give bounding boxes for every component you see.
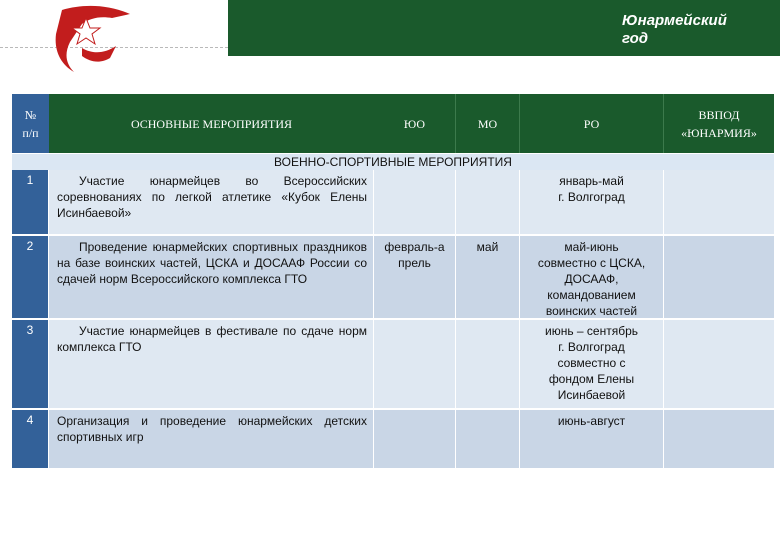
row-mo	[456, 320, 520, 408]
table-row	[12, 410, 774, 468]
banner-title: Юнармейский год	[622, 12, 727, 47]
row-desc-text: Организация и проведение юнармейских детских спортивных игр	[57, 414, 367, 444]
row-ro: январь-май г. Волгоград	[520, 170, 664, 234]
header-yuo: ЮО	[374, 94, 456, 153]
row-num: 3	[12, 320, 49, 408]
row-yuo	[374, 170, 456, 234]
row-vvpod	[664, 410, 774, 468]
row-ro: май-июнь совместно с ЦСКА, ДОСААФ, командованием воинских частей	[520, 236, 664, 318]
row-mo	[456, 410, 520, 468]
row-mo: май	[456, 236, 520, 318]
row-num: 2	[12, 236, 49, 318]
row-desc	[49, 410, 374, 468]
table-row	[12, 320, 774, 408]
table-header	[12, 94, 774, 153]
row-num: 4	[12, 410, 49, 468]
section-title: ВОЕННО-СПОРТИВНЫЕ МЕРОПРИЯТИЯ	[12, 154, 774, 170]
row-yuo: февраль-а прель	[374, 236, 456, 318]
table-row	[12, 170, 774, 234]
row-yuo	[374, 410, 456, 468]
row-ro: июнь – сентябрь г. Волгоград совместно с фондом Елены Исинбаевой	[520, 320, 664, 408]
row-desc-text: Участие юнармейцев во Всероссийских соревнованиях по легкой атлетике «Кубок Елены Исинбаевой»	[57, 174, 367, 220]
row-desc-text: Участие юнармейцев в фестивале по сдаче норм комплекса ГТО	[57, 324, 367, 354]
row-desc	[49, 320, 374, 408]
header-ro: РО	[520, 94, 664, 153]
row-num: 1	[12, 170, 49, 234]
yunarmia-logo-icon	[52, 2, 134, 74]
row-vvpod	[664, 236, 774, 318]
row-desc	[49, 236, 374, 318]
row-desc-text: Проведение юнармейских спортивных праздников на базе воинских частей, ЦСКА и ДОСААФ России со сдачей норм Всероссийского комплекса ГТО	[57, 240, 367, 286]
row-vvpod	[664, 170, 774, 234]
header-num: № п/п	[12, 94, 49, 153]
row-mo	[456, 170, 520, 234]
row-ro: июнь-август	[520, 410, 664, 468]
header-events: ОСНОВНЫЕ МЕРОПРИЯТИЯ	[130, 116, 293, 131]
header-mo: МО	[456, 94, 520, 153]
header-vvpod: ВВПОД «ЮНАРМИЯ»	[681, 107, 757, 140]
table-row	[12, 236, 774, 318]
row-desc	[49, 170, 374, 234]
row-vvpod	[664, 320, 774, 408]
events-table	[12, 154, 774, 468]
row-yuo	[374, 320, 456, 408]
